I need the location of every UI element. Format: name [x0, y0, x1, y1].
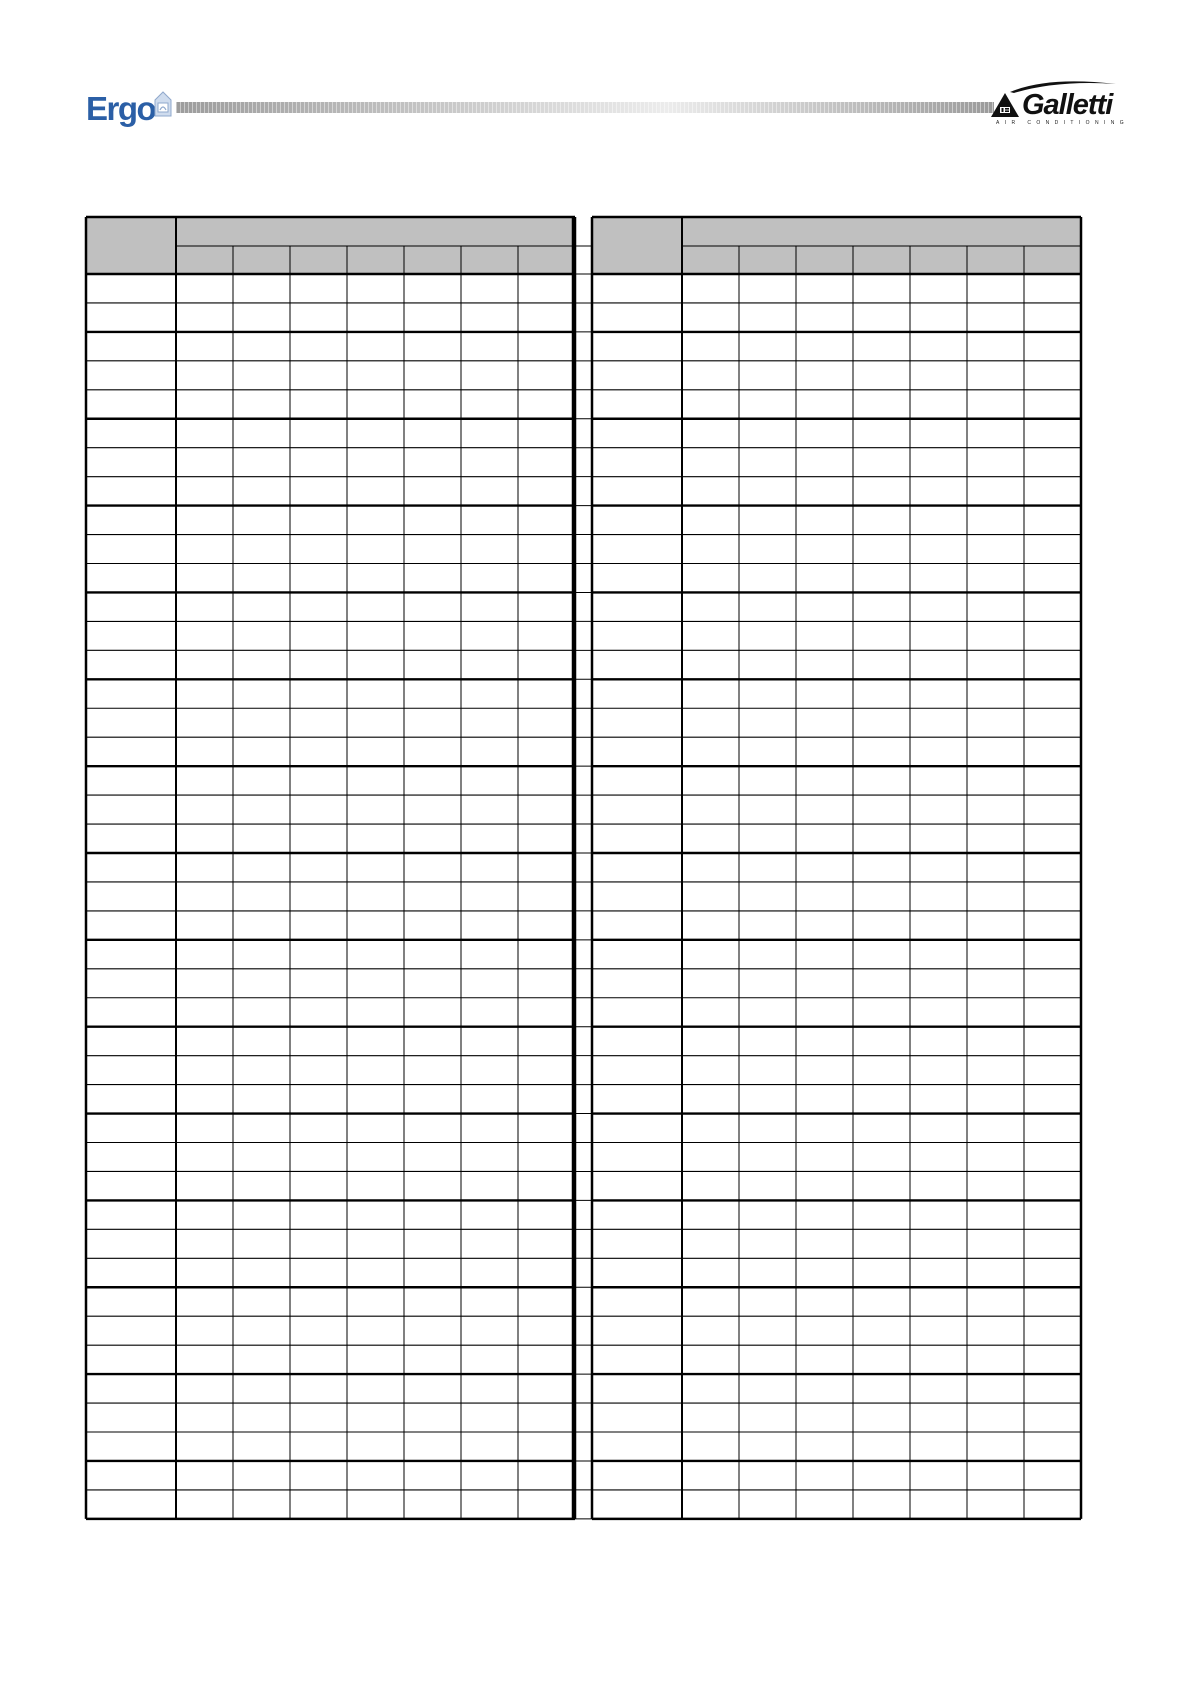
left-subheader-cell [176, 246, 233, 274]
right-subheader-cell [682, 246, 739, 274]
left-subheader-cell [290, 246, 347, 274]
right-subheader-cell [739, 246, 796, 274]
ergo-logo-text: Ergo [86, 90, 156, 127]
galletti-logo-subtitle: AIR CONDITIONING [996, 120, 1130, 126]
left-group-header-cell [176, 217, 575, 246]
right-subheader-cell [910, 246, 967, 274]
right-subheader-cell [967, 246, 1024, 274]
right-subheader-cell [1024, 246, 1081, 274]
left-subheader-cell [347, 246, 404, 274]
right-group-header-cell [682, 217, 1081, 246]
right-first-header-cell [592, 217, 682, 274]
left-first-header-cell [86, 217, 176, 274]
galletti-logo-text: Galletti [1022, 89, 1113, 121]
left-subheader-cell [518, 246, 575, 274]
right-subheader-cell [796, 246, 853, 274]
left-subheader-cell [404, 246, 461, 274]
left-subheader-cell [233, 246, 290, 274]
left-subheader-cell [461, 246, 518, 274]
right-subheader-cell [853, 246, 910, 274]
